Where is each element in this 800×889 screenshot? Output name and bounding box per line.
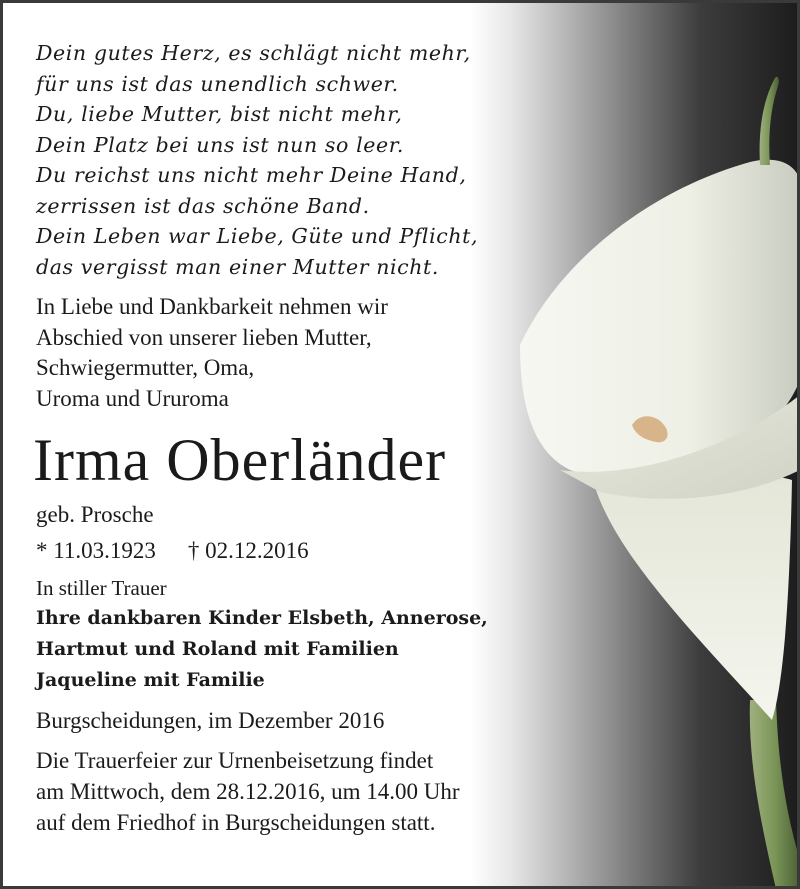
- maiden-name: geb. Prosche: [36, 502, 154, 527]
- mourners-list: Ihre dankbaren Kinder Elsbeth, Annerose, Hartmut und Roland mit Familien Jaqueline mit Familie: [36, 607, 488, 691]
- deceased-name: Irma Oberländer: [33, 427, 447, 493]
- death-date: † 02.12.2016: [187, 538, 309, 563]
- flower-throat: [596, 473, 792, 720]
- service-info: Die Trauerfeier zur Urnenbeisetzung findet am Mittwoch, dem 28.12.2016, um 14.00 Uhr auf dem Friedhof in Burgscheidungen statt.: [36, 748, 460, 835]
- birth-date: * 11.03.1923: [36, 538, 156, 563]
- life-dates: [36, 536, 309, 566]
- mourning-line: In stiller Trauer: [36, 576, 167, 600]
- stem: [750, 700, 800, 889]
- petal-tip: [760, 77, 779, 165]
- place-date: Burgscheidungen, im Dezember 2016: [36, 708, 385, 733]
- intro-text: In Liebe und Dankbarkeit nehmen wir Abschied von unserer lieben Mutter, Schwiegermutter, Oma, Uroma und Ururoma: [36, 294, 388, 411]
- calla-lily-image: [480, 0, 800, 889]
- poem: Dein gutes Herz, es schlägt nicht mehr, für uns ist das unendlich schwer. Du, liebe Mutter, bist nicht mehr, Dein Platz bei uns ist nun so leer. Du reichst uns nicht mehr Deine Hand, zerrissen ist das schöne Band. Dein Leben war Liebe, Güte und Pflicht, das vergisst man einer Mutter nicht.: [36, 41, 479, 279]
